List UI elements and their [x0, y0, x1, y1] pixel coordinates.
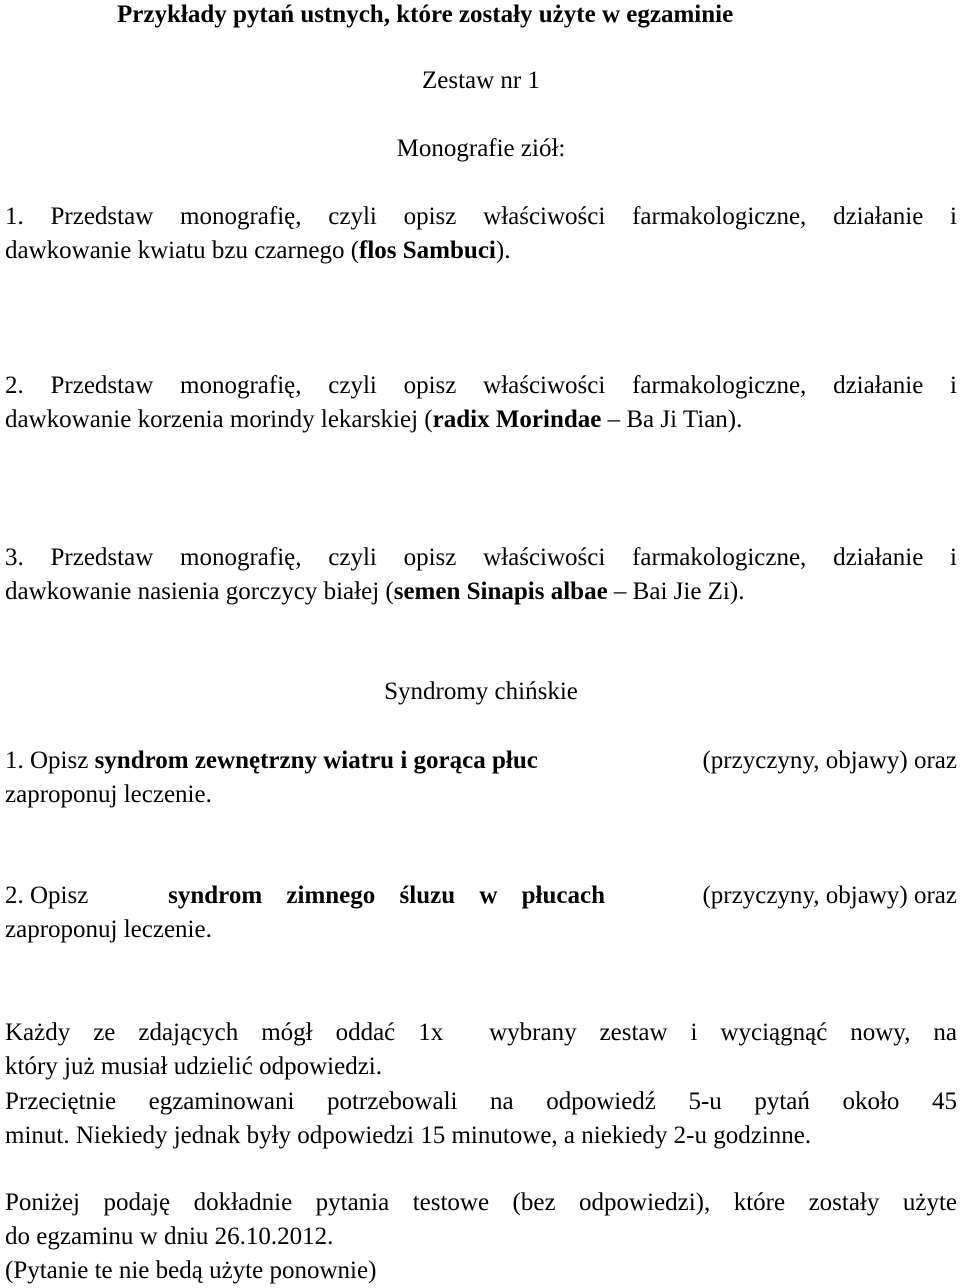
question-text: [5, 744, 538, 778]
question-line: [5, 879, 957, 913]
note-line: który już musiał udzielić odpowiedzi.: [5, 1053, 382, 1080]
syndrome-name: syndrom zewnętrzny wiatru i gorąca płuc: [94, 747, 538, 774]
question-line: 1. Przedstaw monografię, czyli opisz właściwości farmakologiczne, działanie i: [5, 203, 957, 230]
question-prefix: 2. Opisz: [5, 882, 89, 909]
note-resubmit: [5, 1016, 957, 1084]
question-line: [5, 575, 957, 609]
syndromes-heading: Syndromy chińskie: [384, 678, 578, 705]
syndrome-question-1: [5, 744, 957, 812]
question-line: [5, 744, 957, 778]
monograph-question-1: [5, 200, 957, 268]
question-line: 3. Przedstaw monografię, czyli opisz właściwości farmakologiczne, działanie i: [5, 544, 957, 571]
question-text: dawkowanie korzenia morindy lekarskiej (: [5, 406, 433, 433]
question-line: 2. Przedstaw monografię, czyli opisz właściwości farmakologiczne, działanie i: [5, 372, 957, 399]
note-line: do egzaminu w dniu 26.10.2012.: [5, 1223, 334, 1250]
note-line: minut. Niekiedy jednak były odpowiedzi 15 minutowe, a niekiedy 2-u godzinne.: [5, 1122, 812, 1149]
note-line: (Pytanie te nie bedą użyte ponownie): [5, 1257, 377, 1284]
set-label: Zestaw nr 1: [421, 67, 541, 94]
question-text: dawkowanie nasienia gorczycy białej (: [5, 578, 394, 605]
question-suffix: (przyczyny, objawy) oraz: [702, 747, 957, 774]
note-line: Poniżej podaję dokładnie pytania testowe (bez odpowiedzi), które zostały użyte: [5, 1189, 957, 1216]
note-line: Każdy ze zdających mógł oddać 1x wybrany zestaw i wyciągnąć nowy, na: [5, 1019, 957, 1046]
question-text: ).: [495, 237, 511, 264]
question-prefix: 1. Opisz: [5, 747, 95, 774]
latin-name: radix Morindae: [432, 406, 602, 433]
note-exam-date: [5, 1186, 957, 1288]
question-text: – Bai Jie Zi).: [607, 578, 745, 605]
question-text: – Ba Ji Tian).: [601, 406, 743, 433]
question-line: [5, 403, 957, 437]
monographs-heading: Monografie ziół:: [396, 135, 566, 162]
syndrome-name: syndrom zimnego śluzu w płucach: [168, 882, 605, 909]
question-text: dawkowanie kwiatu bzu czarnego (: [5, 237, 360, 264]
note-line: Przeciętnie egzaminowani potrzebowali na odpowiedź 5-u pytań około 45: [5, 1088, 957, 1115]
latin-name: flos Sambuci: [359, 237, 496, 264]
question-suffix: (przyczyny, objawy) oraz: [702, 882, 957, 909]
latin-name: semen Sinapis albae: [393, 578, 608, 605]
question-line: zaproponuj leczenie.: [5, 781, 212, 808]
question-line: zaproponuj leczenie.: [5, 916, 212, 943]
syndrome-question-2: [5, 879, 957, 947]
question-text: [5, 879, 605, 913]
note-duration: [5, 1085, 957, 1153]
page-title: Przykłady pytań ustnych, które zostały użyte w egzaminie: [117, 1, 734, 28]
monograph-question-2: [5, 369, 957, 437]
question-line: [5, 234, 957, 268]
monograph-question-3: [5, 541, 957, 609]
